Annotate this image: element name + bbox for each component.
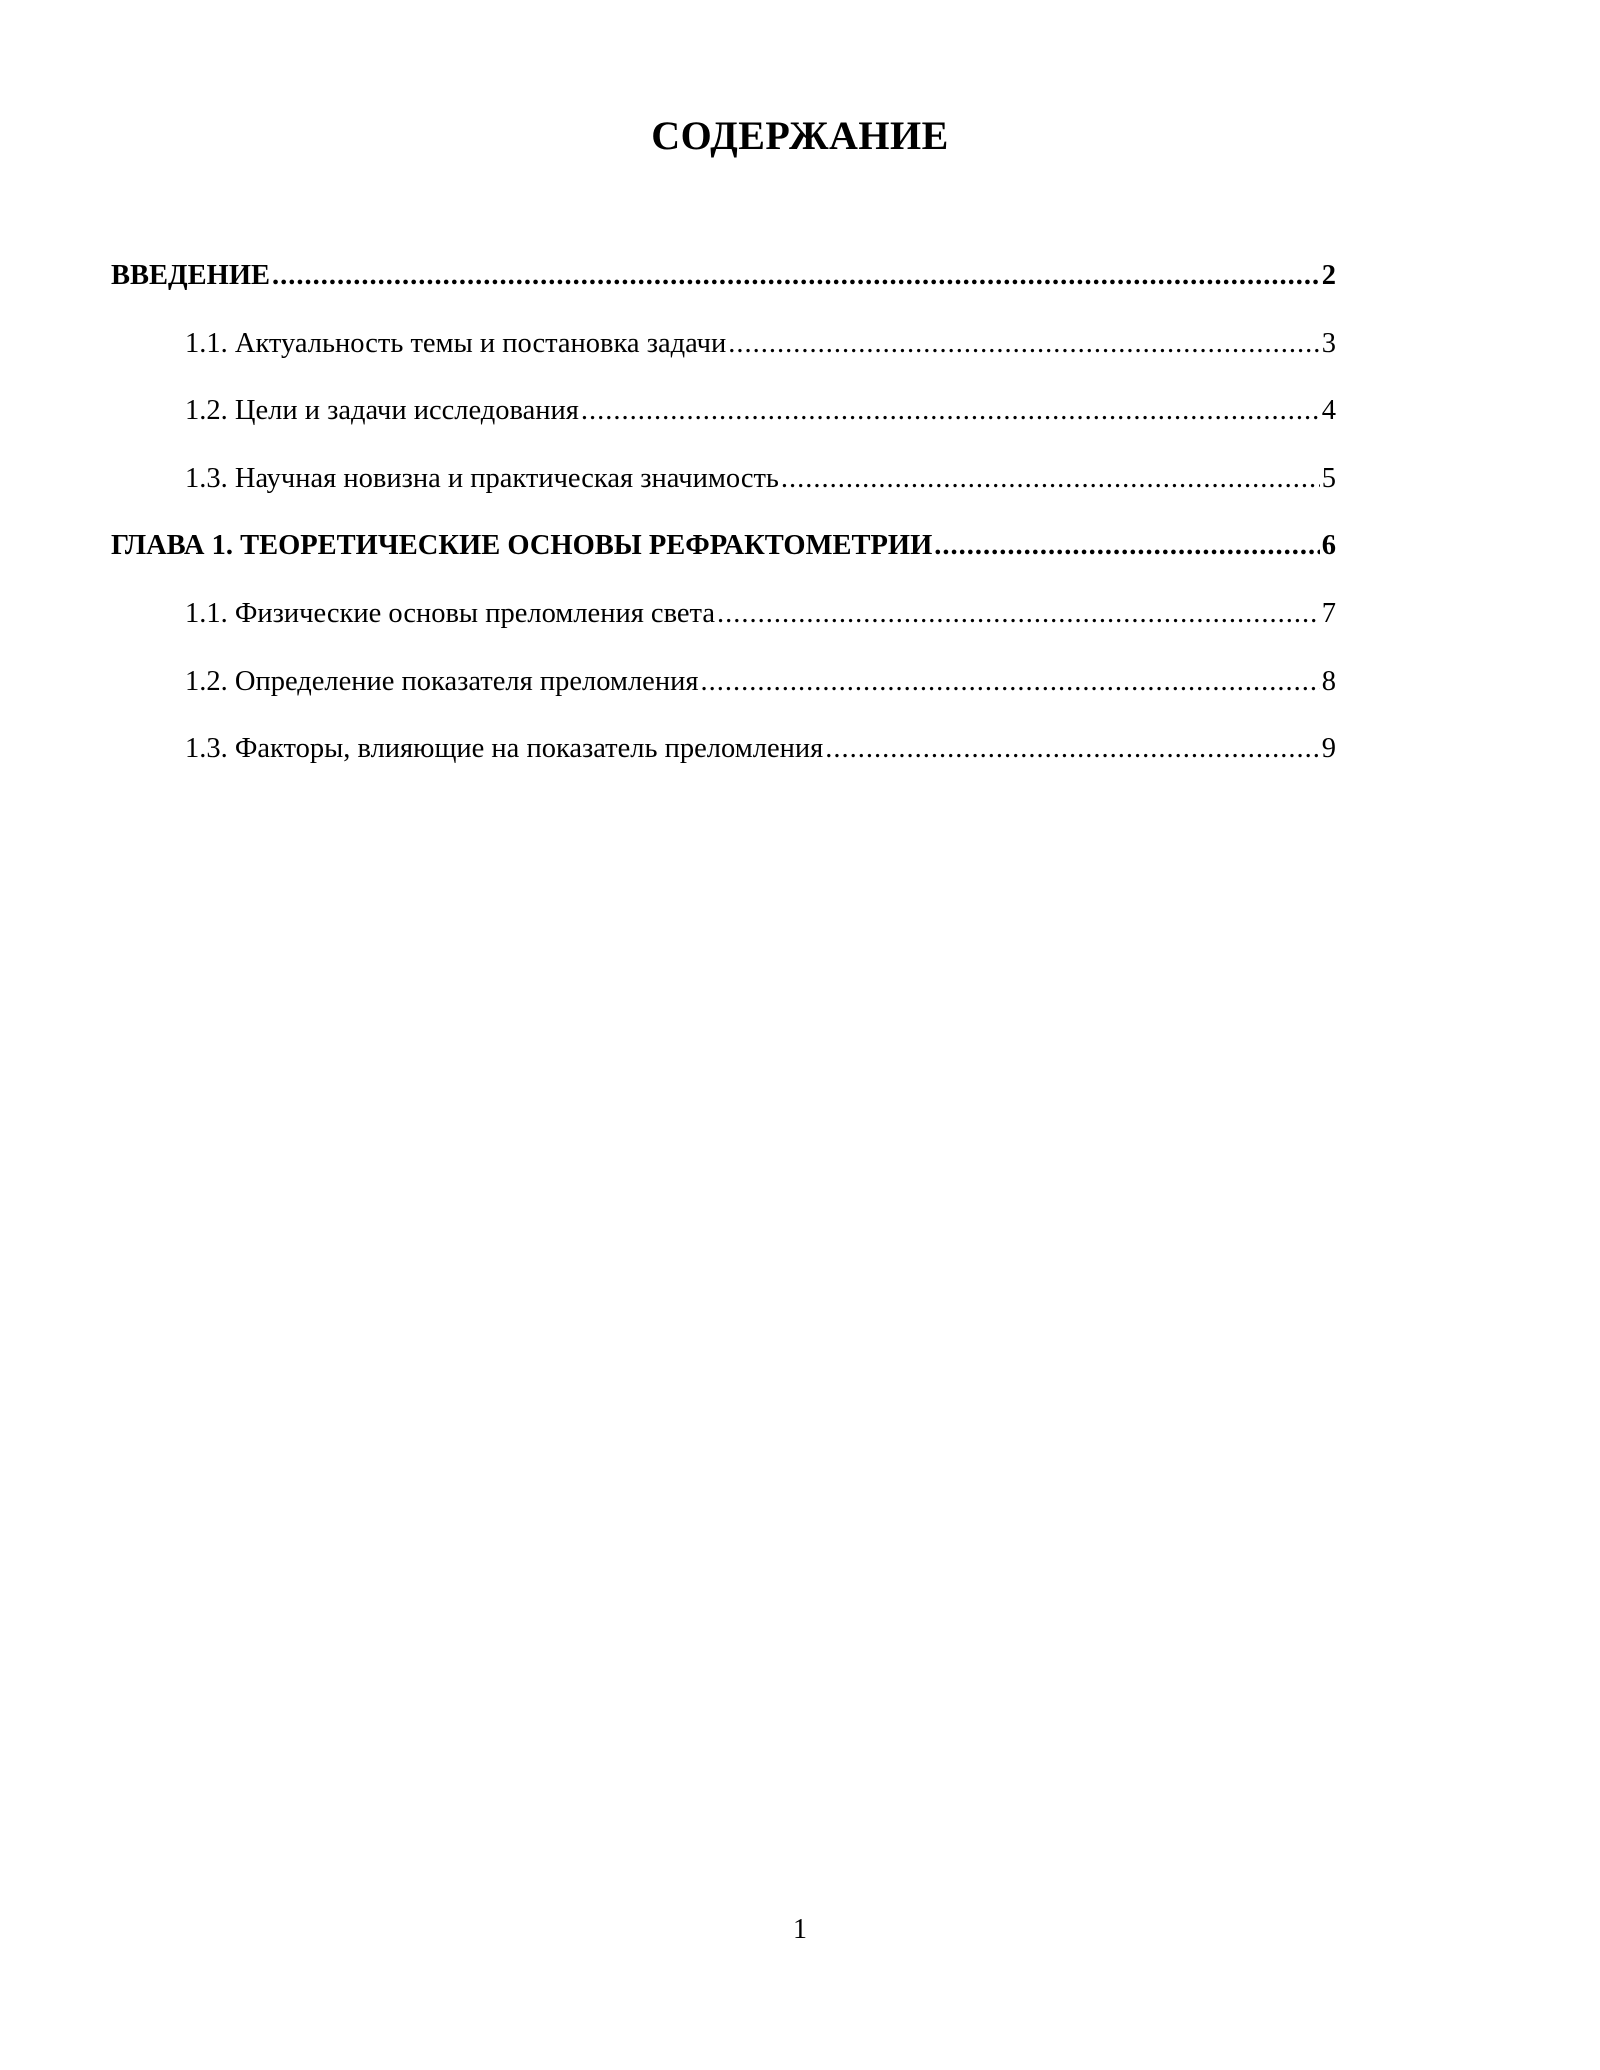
toc-entry-page: 3 (1321, 327, 1336, 359)
toc-entry-text: 1.2. Определение показателя преломления (185, 665, 699, 697)
page-number: 1 (793, 1914, 807, 1945)
toc-dot-leader (700, 654, 1319, 710)
toc-entry-text: 1.3. Факторы, влияющие на показатель преломления (185, 733, 824, 765)
toc-entry-text: 1.1. Физические основы преломления света (185, 597, 715, 629)
toc-title: СОДЕРЖАНИЕ (651, 113, 949, 158)
toc-entry-page: 8 (1321, 665, 1336, 697)
toc-entry-text: 1.2. Цели и задачи исследования (185, 395, 579, 427)
toc-entry-chapter-1[interactable] (111, 518, 1336, 586)
toc-entry-page: 7 (1321, 597, 1336, 629)
toc-entry-page: 9 (1321, 733, 1336, 765)
toc-entry-factors[interactable] (111, 721, 1336, 789)
toc-entry-page: 5 (1321, 462, 1336, 494)
toc-dot-leader (825, 721, 1320, 777)
toc-dot-leader (728, 316, 1320, 372)
toc-dot-leader (717, 586, 1320, 642)
toc-entry-introduction[interactable] (111, 248, 1336, 316)
toc-dot-leader (781, 451, 1320, 507)
toc-entry-text: 1.3. Научная новизна и практическая значимость (185, 462, 779, 494)
table-of-contents (111, 248, 1336, 789)
toc-entry-physics[interactable] (111, 586, 1336, 654)
toc-entry-page: 2 (1321, 260, 1336, 291)
toc-entry-text: ВВЕДЕНИЕ (111, 260, 270, 291)
toc-dot-leader (272, 248, 1320, 304)
toc-entry-text: ГЛАВА 1. ТЕОРЕТИЧЕСКИЕ ОСНОВЫ РЕФРАКТОМЕТРИИ (111, 530, 933, 562)
toc-entry-novelty[interactable] (111, 451, 1336, 519)
toc-entry-definition[interactable] (111, 654, 1336, 722)
toc-entry-page: 4 (1321, 395, 1336, 427)
toc-dot-leader (934, 518, 1319, 574)
toc-entry-page: 6 (1321, 530, 1336, 562)
toc-entry-text: 1.1. Актуальность темы и постановка задачи (185, 327, 727, 359)
toc-dot-leader (581, 383, 1320, 439)
toc-entry-goals[interactable] (111, 383, 1336, 451)
toc-entry-relevance[interactable] (111, 316, 1336, 384)
